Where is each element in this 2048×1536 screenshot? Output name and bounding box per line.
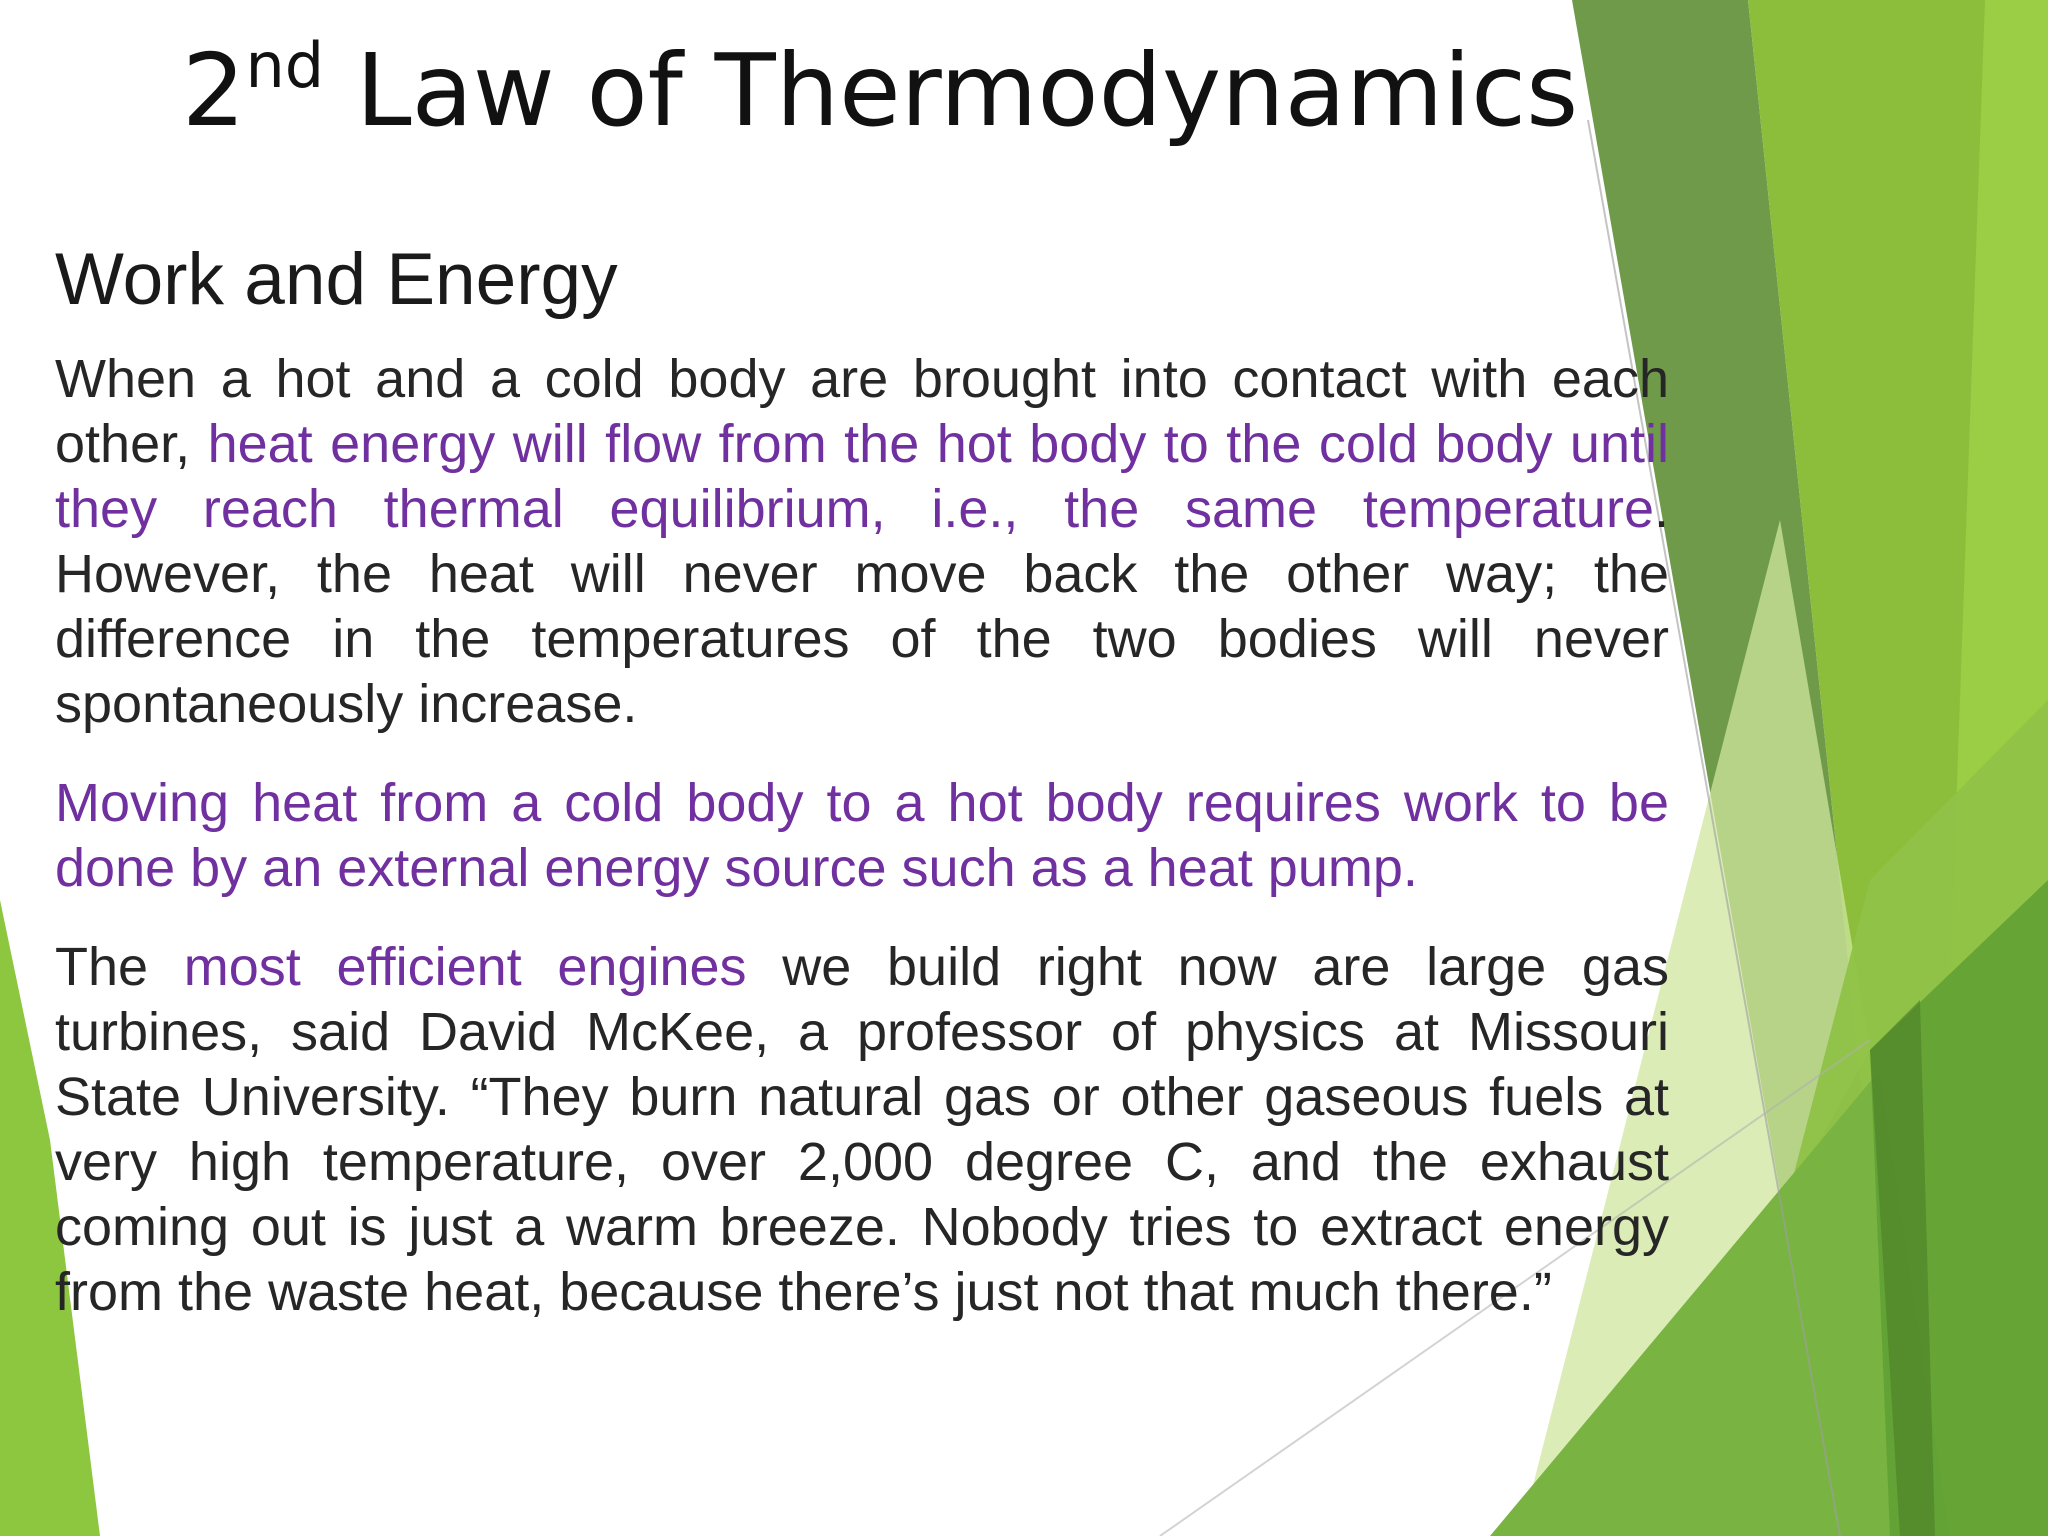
text-segment: When a hot and a cold body are brought into contact with each other, — [55, 349, 1669, 474]
highlighted-text-segment: heat energy will flow from the hot body to the cold body until they reach thermal equilibrium, i.e., the same temperature — [55, 414, 1669, 539]
title-number: 2 — [181, 32, 246, 149]
highlighted-text-segment: Moving heat from a cold body to a hot body requires work to be done by an external energy source such as a heat pump. — [55, 773, 1669, 898]
slide-content — [55, 235, 1669, 1325]
text-segment: we build right now are large gas turbines, said David McKee, a professor of physics at Missouri State University. “They burn natural gas or other gaseous fuels at very high temperature, over 2,000 degree C, and the exhaust coming out is just a warm breeze. Nobody tries to extract energy from the waste heat, because there’s just not that much there.” — [55, 937, 1669, 1322]
title-text: Law of Thermodynamics — [324, 32, 1579, 149]
paragraph-engines — [55, 935, 1669, 1325]
text-segment: . However, the heat will never move back the other way; the difference in the temperatures of the two bodies will never spontaneously increase. — [55, 479, 1669, 734]
text-segment: The — [55, 937, 184, 997]
slide-title — [0, 28, 1760, 166]
paragraph-heat-pump — [55, 771, 1669, 901]
title-superscript: nd — [245, 29, 325, 102]
highlighted-text-segment: most efficient engines — [183, 937, 747, 997]
subheading: Work and Energy — [55, 239, 618, 320]
paragraph-heat-flow — [55, 347, 1669, 737]
